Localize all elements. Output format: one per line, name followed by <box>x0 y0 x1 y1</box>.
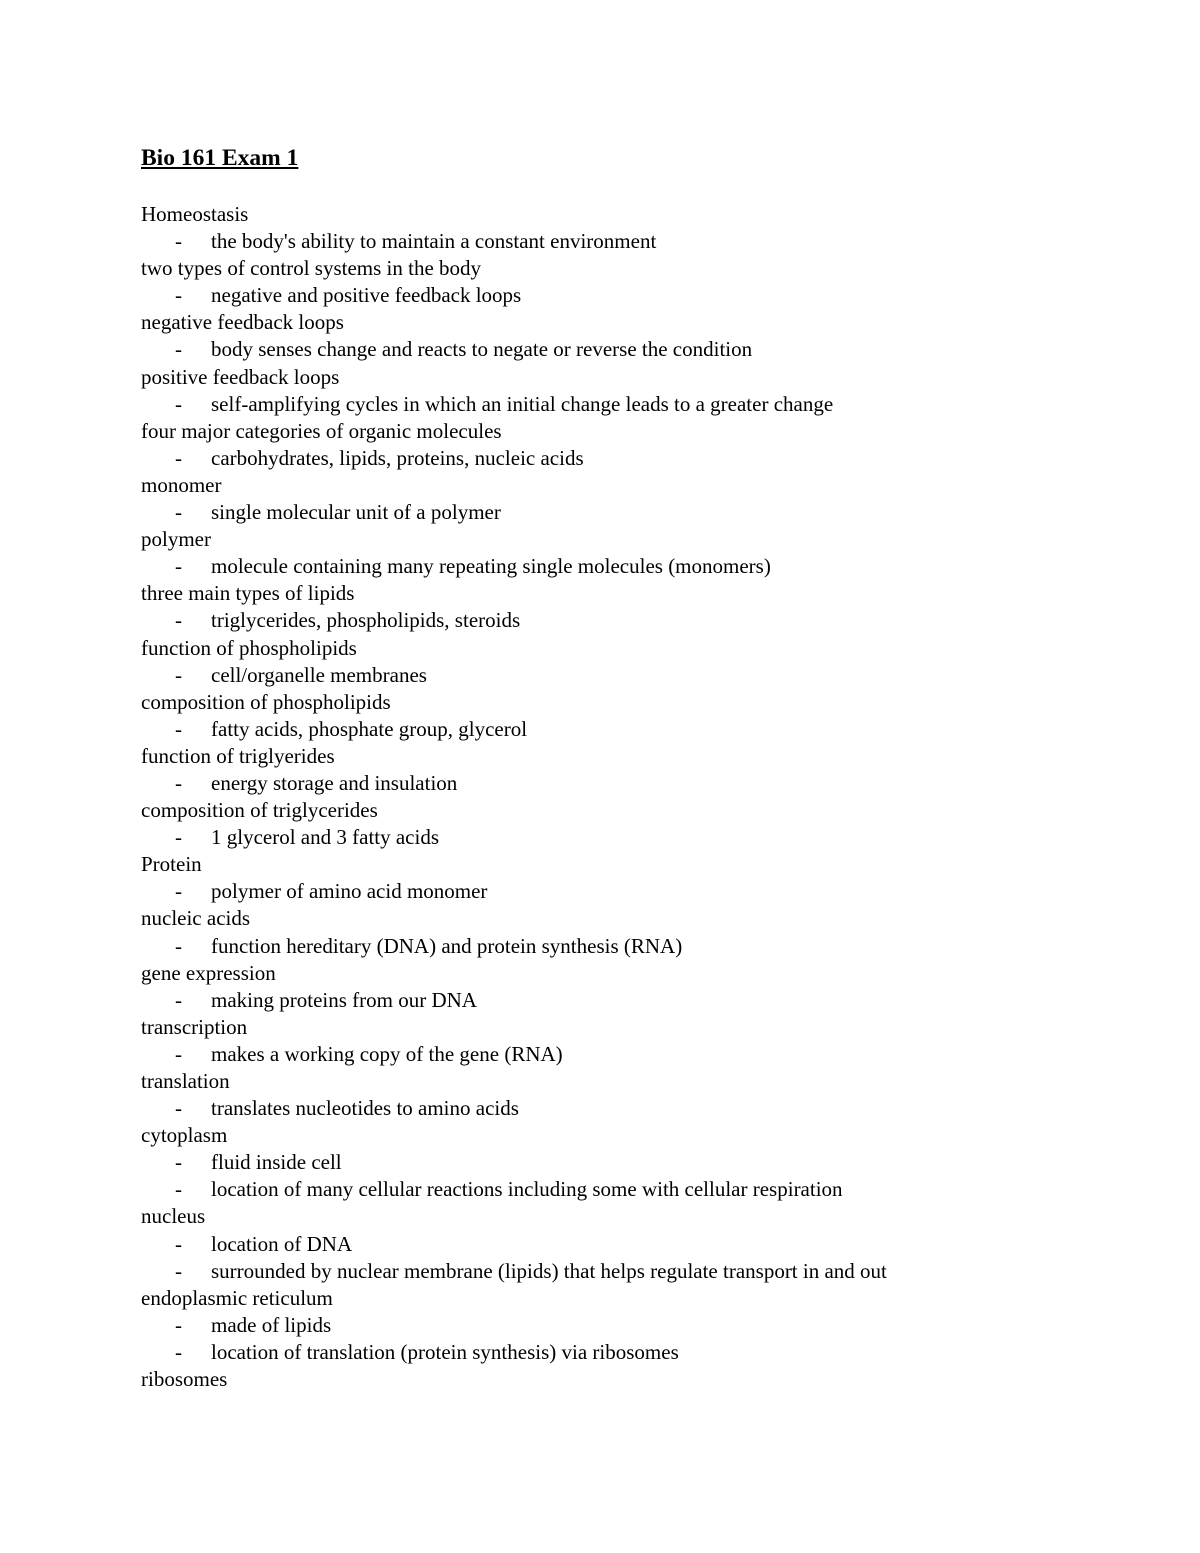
note-detail-text: location of translation (protein synthesis) via ribosomes <box>211 1339 679 1364</box>
bullet-dash: - <box>175 1312 182 1337</box>
note-detail-text: molecule containing many repeating single molecules (monomers) <box>211 554 771 579</box>
bullet-dash: - <box>175 662 182 687</box>
bullet-dash: - <box>175 608 182 633</box>
note-detail-text: function hereditary (DNA) and protein synthesis (RNA) <box>211 933 683 958</box>
note-detail-text: making proteins from our DNA <box>211 987 477 1012</box>
note-detail <box>141 553 1121 580</box>
bullet-dash: - <box>175 1096 182 1121</box>
note-detail <box>141 445 1121 472</box>
note-detail-text: surrounded by nuclear membrane (lipids) that helps regulate transport in and out <box>211 1258 887 1283</box>
note-detail-text: single molecular unit of a polymer <box>211 500 501 525</box>
note-detail-text: makes a working copy of the gene (RNA) <box>211 1041 563 1066</box>
note-term: nucleic acids <box>141 906 251 931</box>
note-detail <box>141 1149 1121 1176</box>
bullet-dash: - <box>175 1231 182 1256</box>
document-title: Bio 161 Exam 1 <box>141 145 299 171</box>
bullet-dash: - <box>175 933 182 958</box>
note-term: negative feedback loops <box>141 310 344 335</box>
note-term: two types of control systems in the body <box>141 256 482 281</box>
note-detail <box>141 662 1121 689</box>
note-term: monomer <box>141 472 222 497</box>
note-term: composition of phospholipids <box>141 689 391 714</box>
note-term: four major categories of organic molecules <box>141 418 502 443</box>
note-detail <box>141 607 1121 634</box>
note-detail <box>141 1339 1121 1366</box>
bullet-dash: - <box>175 716 182 741</box>
bullet-dash: - <box>175 1041 182 1066</box>
note-term: Homeostasis <box>141 202 249 226</box>
bullet-dash: - <box>175 1177 182 1202</box>
note-detail <box>141 1258 1121 1285</box>
note-detail-text: the body's ability to maintain a constant environment <box>211 229 657 254</box>
note-detail-text: energy storage and insulation <box>211 770 458 795</box>
note-term: polymer <box>141 527 211 552</box>
note-detail <box>141 336 1121 363</box>
notes-list <box>141 201 1121 1393</box>
note-term: endoplasmic reticulum <box>141 1285 333 1310</box>
note-term: transcription <box>141 1014 248 1039</box>
bullet-dash: - <box>175 879 182 904</box>
bullet-dash: - <box>175 1150 182 1175</box>
note-detail-text: cell/organelle membranes <box>211 662 427 687</box>
note-detail <box>141 1312 1121 1339</box>
note-detail <box>141 933 1121 960</box>
note-term: cytoplasm <box>141 1123 228 1148</box>
note-detail <box>141 770 1121 797</box>
bullet-dash: - <box>175 770 182 795</box>
note-detail <box>141 878 1121 905</box>
note-term: function of phospholipids <box>141 635 357 660</box>
note-detail-text: location of DNA <box>211 1231 353 1256</box>
note-detail-text: body senses change and reacts to negate or reverse the condition <box>211 337 753 362</box>
bullet-dash: - <box>175 500 182 525</box>
note-detail <box>141 716 1121 743</box>
bullet-dash: - <box>175 283 182 308</box>
note-detail-text: self-amplifying cycles in which an initial change leads to a greater change <box>211 391 834 416</box>
note-term: ribosomes <box>141 1367 228 1392</box>
note-detail <box>141 228 1121 255</box>
note-detail-text: translates nucleotides to amino acids <box>211 1096 519 1121</box>
note-detail <box>141 987 1121 1014</box>
note-term: translation <box>141 1069 230 1093</box>
note-detail <box>141 1095 1121 1122</box>
note-detail-text: made of lipids <box>211 1312 332 1337</box>
bullet-dash: - <box>175 1258 182 1283</box>
note-term: three main types of lipids <box>141 581 355 606</box>
note-detail <box>141 1176 1121 1203</box>
note-term: nucleus <box>141 1204 206 1229</box>
note-detail <box>141 391 1121 418</box>
note-detail-text: 1 glycerol and 3 fatty acids <box>211 825 440 850</box>
bullet-dash: - <box>175 337 182 362</box>
note-detail-text: carbohydrates, lipids, proteins, nucleic acids <box>211 445 584 470</box>
note-term: positive feedback loops <box>141 364 340 389</box>
note-term: Protein <box>141 852 202 877</box>
note-detail <box>141 499 1121 526</box>
bullet-dash: - <box>175 987 182 1012</box>
note-term: function of triglyerides <box>141 743 335 768</box>
note-detail-text: triglycerides, phospholipids, steroids <box>211 608 521 633</box>
note-detail-text: polymer of amino acid monomer <box>211 879 488 904</box>
bullet-dash: - <box>175 229 182 254</box>
bullet-dash: - <box>175 554 182 579</box>
note-detail-text: fatty acids, phosphate group, glycerol <box>211 716 528 741</box>
bullet-dash: - <box>175 825 182 850</box>
bullet-dash: - <box>175 391 182 416</box>
note-detail-text: location of many cellular reactions including some with cellular respiration <box>211 1177 843 1202</box>
note-term: gene expression <box>141 960 276 985</box>
note-term: composition of triglycerides <box>141 798 378 823</box>
bullet-dash: - <box>175 1339 182 1364</box>
note-detail <box>141 282 1121 309</box>
note-detail <box>141 1041 1121 1068</box>
bullet-dash: - <box>175 445 182 470</box>
note-detail <box>141 1231 1121 1258</box>
note-detail-text: fluid inside cell <box>211 1150 342 1175</box>
note-detail <box>141 824 1121 851</box>
note-detail-text: negative and positive feedback loops <box>211 283 522 308</box>
